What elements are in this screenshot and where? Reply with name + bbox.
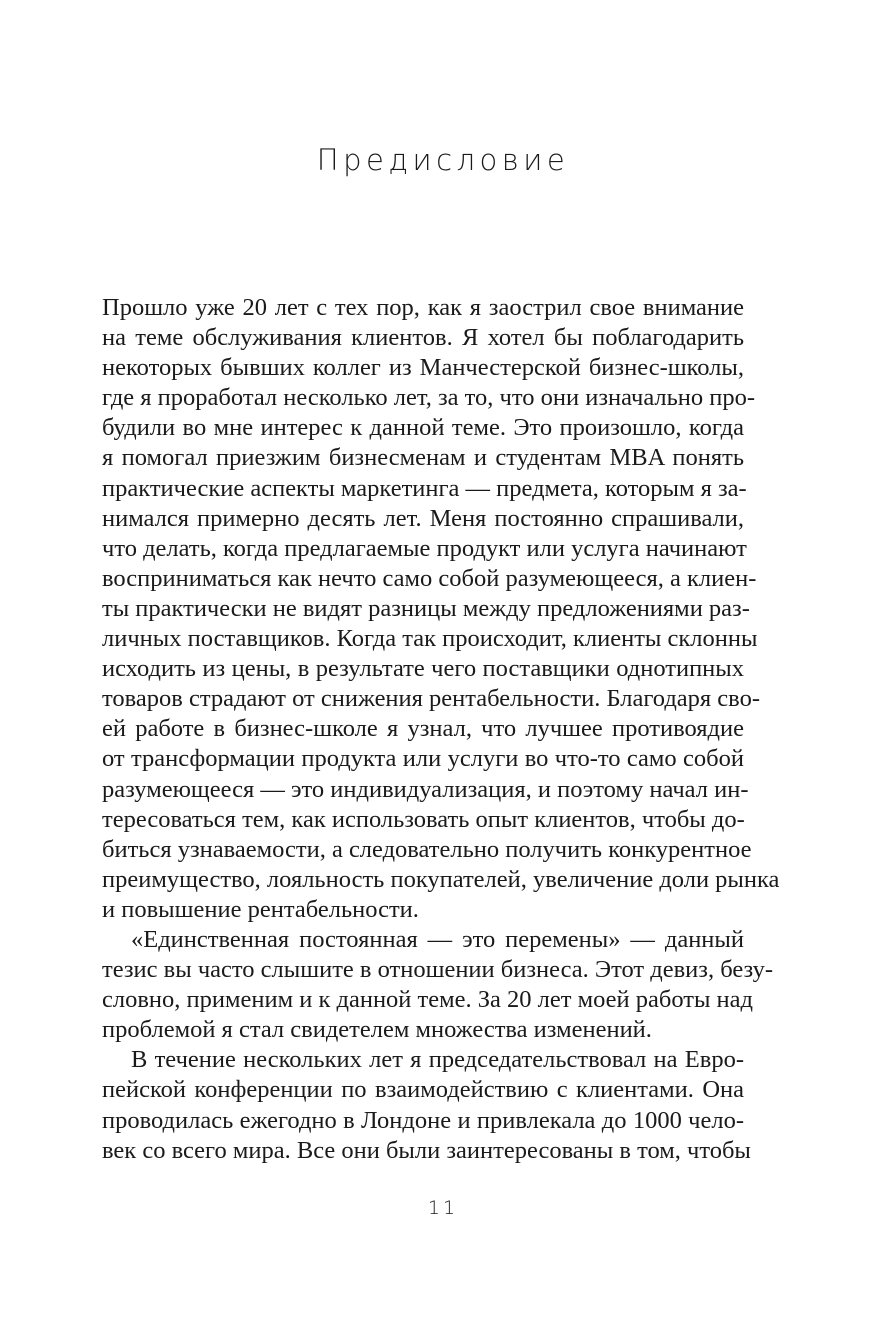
text-line: что делать, когда предлагаемые продукт или услуга начинают <box>102 534 747 562</box>
text-line: исходить из цены, в результате чего поставщики однотипных <box>102 655 744 683</box>
text-line: тересоваться тем, как использовать опыт клиентов, чтобы до- <box>102 805 745 833</box>
text-line: ты практически не видят разницы между предложениями раз- <box>102 594 750 622</box>
text-line: некоторых бывших коллег из Манчестерской бизнес-школы, <box>102 354 744 382</box>
text-line: восприниматься как нечто само собой разумеющееся, а клиен- <box>102 564 757 592</box>
text-line: и повышение рентабельности. <box>102 895 419 923</box>
text-line: от трансформации продукта или услуги во что-то само собой <box>102 745 744 773</box>
text-line: будили во мне интерес к данной теме. Это произошло, когда <box>102 414 744 442</box>
text-line: личных поставщиков. Когда так происходит, клиенты склонны <box>102 625 758 653</box>
text-line: биться узнаваемости, а следовательно получить конкурентное <box>102 835 752 863</box>
text-line: разумеющееся — это индивидуализация, и поэтому начал ин- <box>102 775 749 803</box>
text-line: проводилась ежегодно в Лондоне и привлекала до 1000 чело- <box>102 1106 744 1134</box>
paragraph <box>102 1045 751 1165</box>
text-line: Прошло уже 20 лет с тех пор, как я заострил свое внимание <box>102 294 744 321</box>
text-line: товаров страдают от снижения рентабельности. Благодаря сво- <box>102 685 760 713</box>
text-line: я помогал приезжим бизнесменам и студентам MBA понять <box>102 444 744 472</box>
text-line: преимущество, лояльность покупателей, увеличение доли рынка <box>102 865 780 893</box>
page-number: 11 <box>427 1197 459 1219</box>
text-line: ей работе в бизнес-школе я узнал, что лучшее противоядие <box>102 715 744 743</box>
text-line: В течение нескольких лет я председательствовал на Евро- <box>131 1046 744 1074</box>
text-line: проблемой я стал свидетелем множества изменений. <box>102 1016 652 1044</box>
text-line: пейской конференции по взаимодействию с клиентами. Она <box>102 1076 744 1104</box>
body-text <box>102 293 780 1166</box>
chapter-title: Предисловие <box>316 143 570 177</box>
text-line: практические аспекты маркетинга — предмета, которым я за- <box>102 474 747 502</box>
paragraph <box>102 925 774 1045</box>
paragraph <box>102 293 780 925</box>
text-line: «Единственная постоянная — это перемены» — данный <box>131 925 744 953</box>
text-line: на теме обслуживания клиентов. Я хотел бы поблагодарить <box>102 324 744 352</box>
text-line: век со всего мира. Все они были заинтересованы в том, чтобы <box>102 1136 751 1164</box>
text-line: нимался примерно десять лет. Меня постоянно спрашивали, <box>102 504 744 532</box>
text-line: где я проработал несколько лет, за то, что они изначально про- <box>102 384 756 412</box>
text-line: словно, применим и к данной теме. За 20 лет моей работы над <box>102 986 754 1014</box>
text-line: тезис вы часто слышите в отношении бизнеса. Этот девиз, безу- <box>102 956 774 984</box>
